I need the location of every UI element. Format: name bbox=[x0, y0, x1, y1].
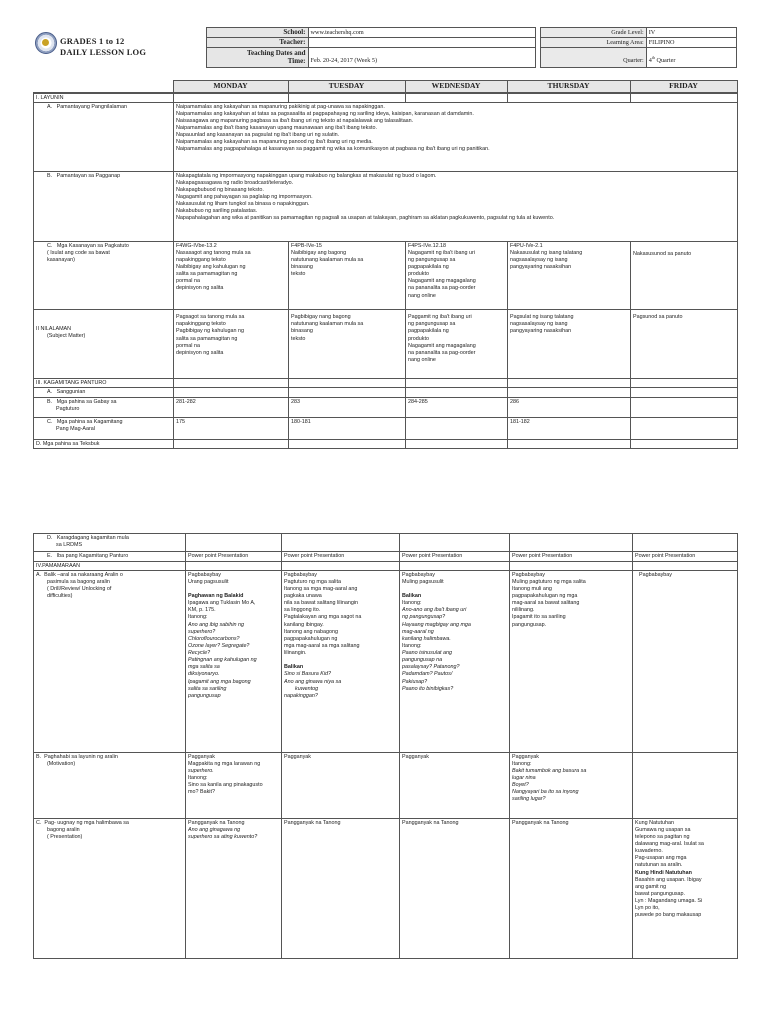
row-label-sanggunian: A. Sanggunian bbox=[34, 388, 174, 398]
row-label-balik-aral: A. Balik –aral sa nakaraang Aralin o pasimula sa bagong aralin ( Drill/Review/ Unlocking of difficulties) bbox=[34, 571, 186, 753]
gabay-monday: 281-282 bbox=[174, 398, 289, 418]
teaching-dates-value: Feb. 20-24, 2017 (Week 5) bbox=[308, 48, 535, 68]
nilalaman-friday: Pagsunod sa panuto bbox=[631, 310, 738, 379]
balik-aral-friday: Pagbabaybay bbox=[633, 571, 738, 753]
log-title bbox=[60, 36, 146, 57]
day-header-row bbox=[33, 80, 738, 93]
teacher-label: Teacher: bbox=[207, 38, 309, 48]
row-label-pamantayan-sa-pagganap: B. Pamantayan sa Pagganap bbox=[34, 172, 174, 242]
kasanayan-friday: Nakasusunod sa panuto bbox=[631, 242, 738, 310]
row-label-gabay-sa-pagtuturo: B. Mga pahina sa Gabay sa Pagtuturo bbox=[34, 398, 174, 418]
kasanayan-wednesday: F4PS-IVe.12.18 Nagagamit ng iba't ibang uri ng pangungusap sa pagpapakilala ng produkto Nagagamit ang magagalang na pananalita sa pag-oorder nang online bbox=[406, 242, 508, 310]
title-line-2: DAILY LESSON LOG bbox=[60, 46, 147, 57]
paghahabi-tuesday: Pagganyak bbox=[282, 753, 400, 819]
row-label-teksbuk: D. Mga pahina sa Teksbuk bbox=[34, 440, 174, 449]
grade-level-label: Grade Level: bbox=[540, 28, 646, 38]
day-thursday: THURSDAY bbox=[507, 81, 630, 93]
school-label: School: bbox=[207, 28, 309, 38]
kagamitan-thursday: Power point Presentation bbox=[510, 552, 633, 562]
kagamitan-monday: Power point Presentation bbox=[186, 552, 282, 562]
lesson-log-page-1 bbox=[33, 27, 737, 449]
pag-uugnay-tuesday: Pangganyak na Tanong bbox=[282, 819, 400, 959]
pag-uugnay-friday: Kung Natutuhan Gumawa ng usapan sa telepono sa pagitan ng dalawang mag-aral. Isulat sa kuwaderno. Pag-usapan ang mga natutunan sa aralin. Kung Hindi Natutuhan Basahin ang usapan. Ibigay ang gamit ng bawat pangungusap. Lyn : Magandang umaga. Si Lyn po ito, puwede po bang makausap bbox=[633, 819, 738, 959]
section-pamamaraan: IV.PAMAMARAAN bbox=[34, 562, 186, 571]
row-label-mga-kasanayan: C. Mga Kasanayan sa Pagkatuto ( Isulat ang code sa bawat kasanayan) bbox=[34, 242, 174, 310]
day-tuesday: TUESDAY bbox=[288, 81, 405, 93]
kagamitan-friday: Power point Presentation bbox=[633, 552, 738, 562]
title-line-1: GRADES 1 to 12 bbox=[60, 36, 125, 46]
paghahabi-monday: Pagganyak Magpakita ng mga larawan ng superhero. Itanong: Sino sa kanila ang pinakagusto mo? Bakit? bbox=[186, 753, 282, 819]
row-label-pamantayang-pangnilalaman: A. Pamantayang Pangnilalaman bbox=[34, 103, 174, 172]
quarter-value: 4th Quarter bbox=[646, 48, 736, 68]
kagamitang-thursday: 181-182 bbox=[508, 418, 631, 440]
grade-level-value: IV bbox=[646, 28, 736, 38]
log-header bbox=[33, 27, 737, 80]
learning-area-label: Learning Area: bbox=[540, 38, 646, 48]
gabay-tuesday: 283 bbox=[289, 398, 406, 418]
quarter-label: Quarter: bbox=[540, 48, 646, 68]
balik-aral-tuesday: Pagbabaybay Pagtuturo ng mga salita Itanong sa mga mag-aaral ang pagkaka unawa nila sa bawat salitang lilinangin sa linggong ito. Pagtalakayan ang mga sagot na kanilang ibingay. Itanong ang nabagong pagpapakahulugan ng mga mag-aaral sa mga salitang lilinangin. Balikan Sino si Basura Kid? Ano ang ginawa niya sa kuwentog napakinggan? bbox=[282, 571, 400, 753]
row-label-pag-uugnay: C. Pag- uugnay ng mga halimbawa sa bagong aralin ( Presentation) bbox=[34, 819, 186, 959]
pamantayan-sa-pagganap-content: Nakapagtatala ng impormasyong napakinggan upang makabuo ng balangkas at makasulat ng buod o lagom. Nakapagsasagawa ng radio broadcast/teleradyo. Nakapagbubuod ng binasang teksto. Nagagamit ang pahayagan sa paglalap ng impormasyon. Nakasusulat ng liham tungkol sa binasa o napakinggan. Nakabubuo ng sariling patalastas. Napapahalagahan ang wika at panitikan sa pamamagitan ng pagsali sa usapan at talakayan, paghiram sa aklatan pagkukuwento, pagsulat ng tula at kuwento. bbox=[174, 172, 738, 242]
kagamitang-tuesday: 180-181 bbox=[289, 418, 406, 440]
teaching-dates-label: Teaching Dates and Time: bbox=[207, 48, 309, 68]
section-kagamitang-panturo: III. KAGAMITANG PANTURO bbox=[34, 379, 174, 388]
balik-aral-thursday: Pagbabaybay Muling pagtuturo ng mga salita Itanong muli ang pagpapakahulugan ng mga mag-aaral sa bawat salitang nililinang. Ipagamit ito sa sariling pangungusap. bbox=[510, 571, 633, 753]
day-friday: FRIDAY bbox=[630, 81, 737, 93]
gabay-wednesday: 284-285 bbox=[406, 398, 508, 418]
lesson-grid-page-1 bbox=[33, 93, 738, 449]
gabay-thursday: 286 bbox=[508, 398, 631, 418]
balik-aral-monday: Pagbabaybay Urang pagsusulit Paghawan ng Balakid Ipagawa ang Tuklasin Mo A, KM, p. 175. Itanong: Ano ang ibig sabihin ng superhero? Chloroflourocarbons? Ozone layer? Segregate? Recycle? Patingnan ang kahulugan ng mga salita sa diksiyonaryo. Ipagamit ang mga bagong salita sa sariling pangungusap bbox=[186, 571, 282, 753]
nilalaman-monday: Pagsagot sa tanong mula sa napakinggang teksto Pagbibigay ng kahulugan ng salita sa pamamagitan ng pormal na depinisyon ng salita bbox=[174, 310, 289, 379]
lesson-grid-page-2 bbox=[33, 533, 738, 959]
nilalaman-thursday: Pagsulat ng isang talatang nagsasalaysay ng isang pangyayaring nasaksihan bbox=[508, 310, 631, 379]
kagamitan-tuesday: Power point Presentation bbox=[282, 552, 400, 562]
school-value: www.teachershq.com bbox=[308, 28, 535, 38]
teacher-value bbox=[308, 38, 535, 48]
kasanayan-monday: F4WG-IVbe-13.2 Nasasagot ang tanong mula sa napakinggang teksto Naibibigay ang kahulugan ng salita sa pamamagitan ng pormal na depinisyon ng salita bbox=[174, 242, 289, 310]
pag-uugnay-thursday: Pangganyak na Tanong bbox=[510, 819, 633, 959]
row-label-paghahabi: B. Paghahabi sa layunin ng aralin (Motivation) bbox=[34, 753, 186, 819]
pamantayang-pangnilalaman-content: Naipamamalas ang kakayahan sa mapanuring pakikinig at pag-unawa sa napakinggan. Naipamamalas ang kakayahan at tatas sa pagsasalita at pagpapahayag ng sariling ideya, kaisipan, karanasan at damdamin. Naisasagawa ang mapanuring pagbasa sa iba't ibang uri ng teksto at napalalawak ang talasalitaan. Naipamamalas ang iba't ibang kasanayan upang maunawaan ang iba't ibang teksto. Napauunlad ang kasanayan sa pagsulat ng iba't ibang uri ng sulatin. Naipamamalas ang kakayahan sa mapanuring panood ng iba't ibang uri ng media. Naipamamalas ang pagpapahalaga at kasanayan sa paggamit ng wika sa komunikasyon at pagbasa ng iba't ibang uri ng panitikan. bbox=[174, 103, 738, 172]
pag-uugnay-monday: Pangganyak na Tanong Ano ang ginagawa ng superhero sa ating kuwento? bbox=[186, 819, 282, 959]
kasanayan-tuesday: F4PB-IVe-15 Naibibigay ang bagong natutunang kaalaman mula sa binasang teksto bbox=[289, 242, 406, 310]
row-label-iba-pang-kagamitan: E. Iba pang Kagamitang Panturo bbox=[34, 552, 186, 562]
row-label-lrdms: D. Karagdagang kagamitan mula sa LRDMS bbox=[34, 534, 186, 552]
kagamitan-wednesday: Power point Presentation bbox=[400, 552, 510, 562]
nilalaman-wednesday: Paggamit ng iba't ibang uri ng pangungusap sa pagpapakilala ng produkto Nagagamit ang magagalang na pananalita sa pag-oorder nang online bbox=[406, 310, 508, 379]
kasanayan-thursday: F4PU-IVe-2.1 Nakasusulat ng isang talatang nagsasalaysay ng isang pangyayaring nasaksihan bbox=[508, 242, 631, 310]
row-label-kagamitang-pang-mag-aaral: C. Mga pahina sa Kagamitang Pang Mag-Aaral bbox=[34, 418, 174, 440]
lesson-log-page-2 bbox=[33, 533, 737, 959]
paghahabi-wednesday: Pagganyak bbox=[400, 753, 510, 819]
kagamitang-monday: 175 bbox=[174, 418, 289, 440]
header-info-table bbox=[206, 27, 737, 68]
section-layunin: I. LAYUNIN bbox=[34, 94, 174, 103]
pag-uugnay-wednesday: Pangganyak na Tanong bbox=[400, 819, 510, 959]
row-label-nilalaman: II NILALAMAN (Subject Matter) bbox=[34, 310, 174, 379]
day-wednesday: WEDNESDAY bbox=[405, 81, 507, 93]
nilalaman-tuesday: Pagbibigay nang bagong natutunang kaalaman mula sa binasang teksto bbox=[289, 310, 406, 379]
balik-aral-wednesday: Pagbabaybay Muling pagsusulit Balikan Itanong: Ano-ano ang iba't ibang uri ng pangungusap? Hayaang magbigay ang mga mag-aaral ng kanilang halimbawa. Itanong: Paano isinusulat ang pangungusap na pasalaysay? Patanong? Padamdam? Pautos/ Pakiusap? Paano ito binibigkas? bbox=[400, 571, 510, 753]
day-monday: MONDAY bbox=[173, 81, 288, 93]
learning-area-value: FILIPINO bbox=[646, 38, 736, 48]
paghahabi-thursday: Pagganyak Itanong: Bakit tumambok ang basura sa lugar nina Boyet? Nangyayari ba ito sa inyong sariling lugar? bbox=[510, 753, 633, 819]
deped-seal-icon bbox=[35, 32, 57, 54]
